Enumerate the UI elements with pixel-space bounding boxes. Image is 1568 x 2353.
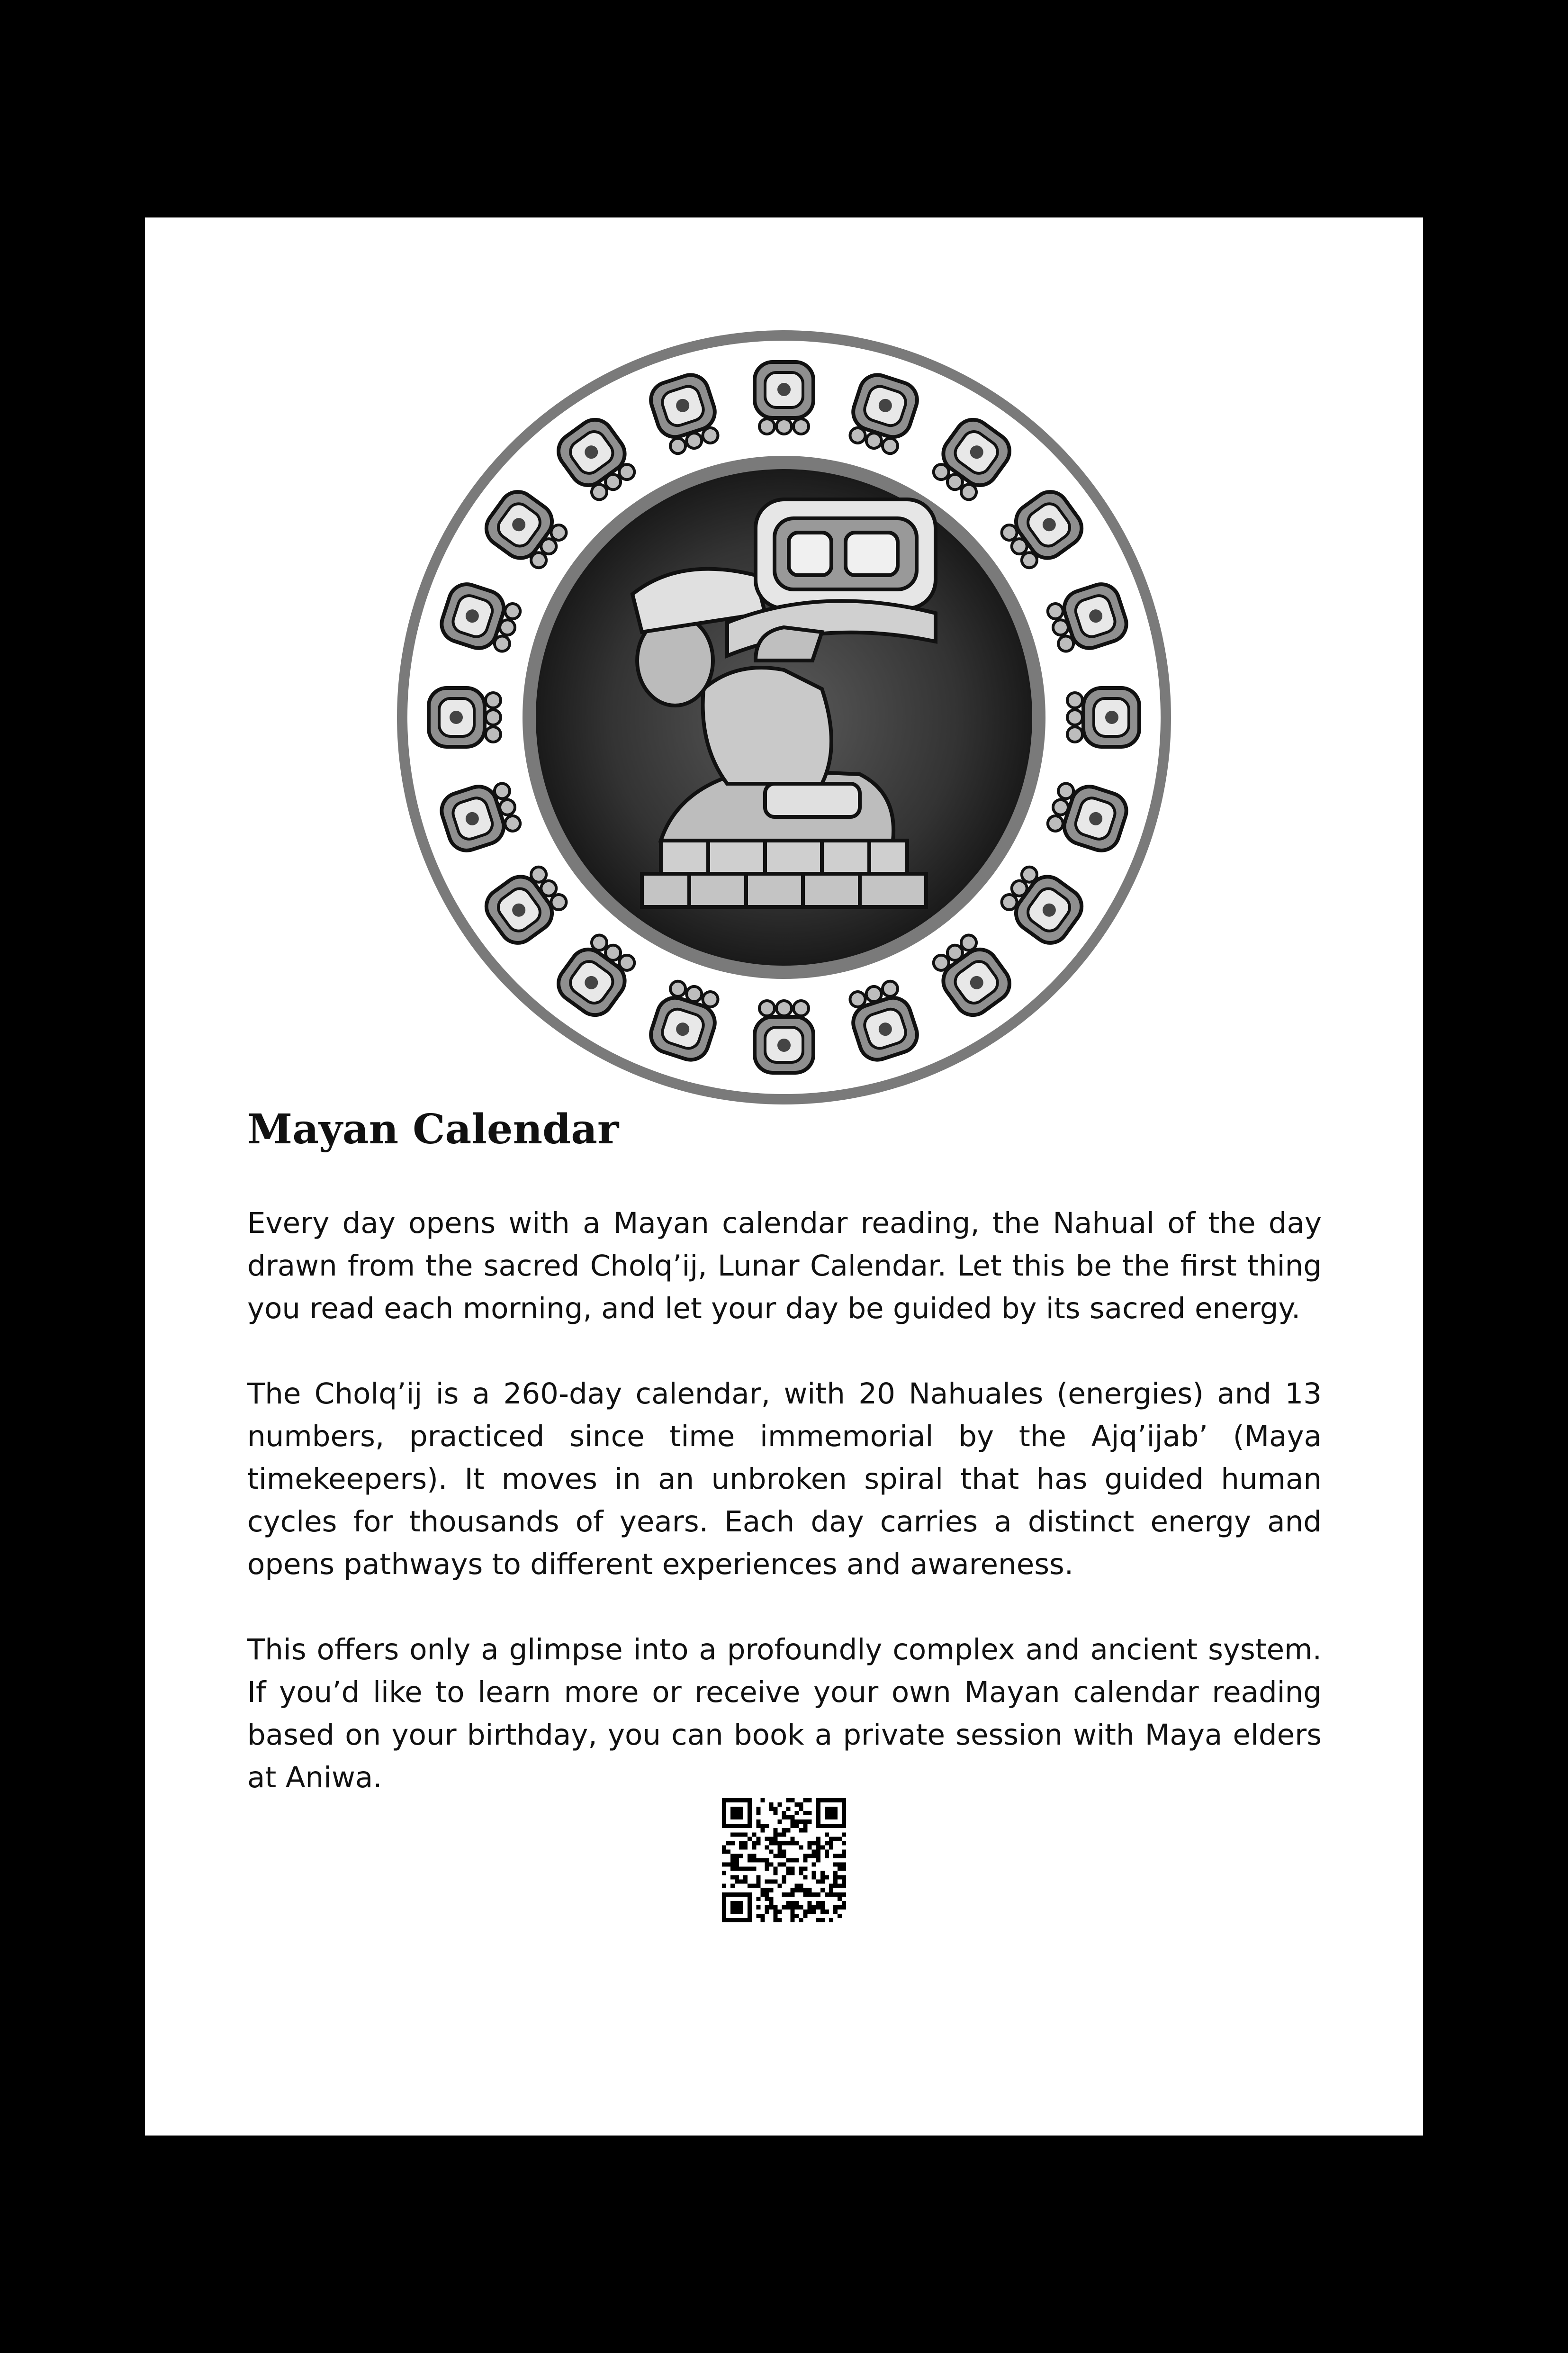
paragraph-booking: This offers only a glimpse into a profoundly complex and ancient system. If you’d like to learn more or receive your own Mayan calendar reading based on your birthday, you can book a private session with Maya elders at Aniwa. xyxy=(247,1633,1322,1794)
document-page xyxy=(145,217,1423,2136)
day-glyph-icon xyxy=(1067,688,1139,747)
paragraph-intro: Every day opens with a Mayan calendar reading, the Nahual of the day drawn from the sacred Cholq’ij, Lunar Calendar. Let this be the first thing you read each morning, and let your day be guided by its sacred energy. xyxy=(247,1206,1322,1325)
page-title: Mayan Calendar xyxy=(247,1105,619,1153)
paragraph-cholqij: The Cholq’ij is a 260-day calendar, with 20 Nahuales (energies) and 13 numbers, practiced since time immemorial by the Ajq’ijab’ (Maya timekeepers). It moves in an unbroken spiral that has guided human cycles for thousands of years. Each day carries a distinct energy and opens pathways to different experiences and awareness. xyxy=(247,1377,1322,1581)
day-glyph-icon xyxy=(755,362,813,434)
qr-code-icon[interactable] xyxy=(722,1798,846,1922)
day-glyph-icon xyxy=(429,688,501,747)
document-body xyxy=(247,1104,1322,1799)
mayan-calendar-illustration xyxy=(396,329,1172,1106)
day-glyph-icon xyxy=(755,1001,813,1073)
